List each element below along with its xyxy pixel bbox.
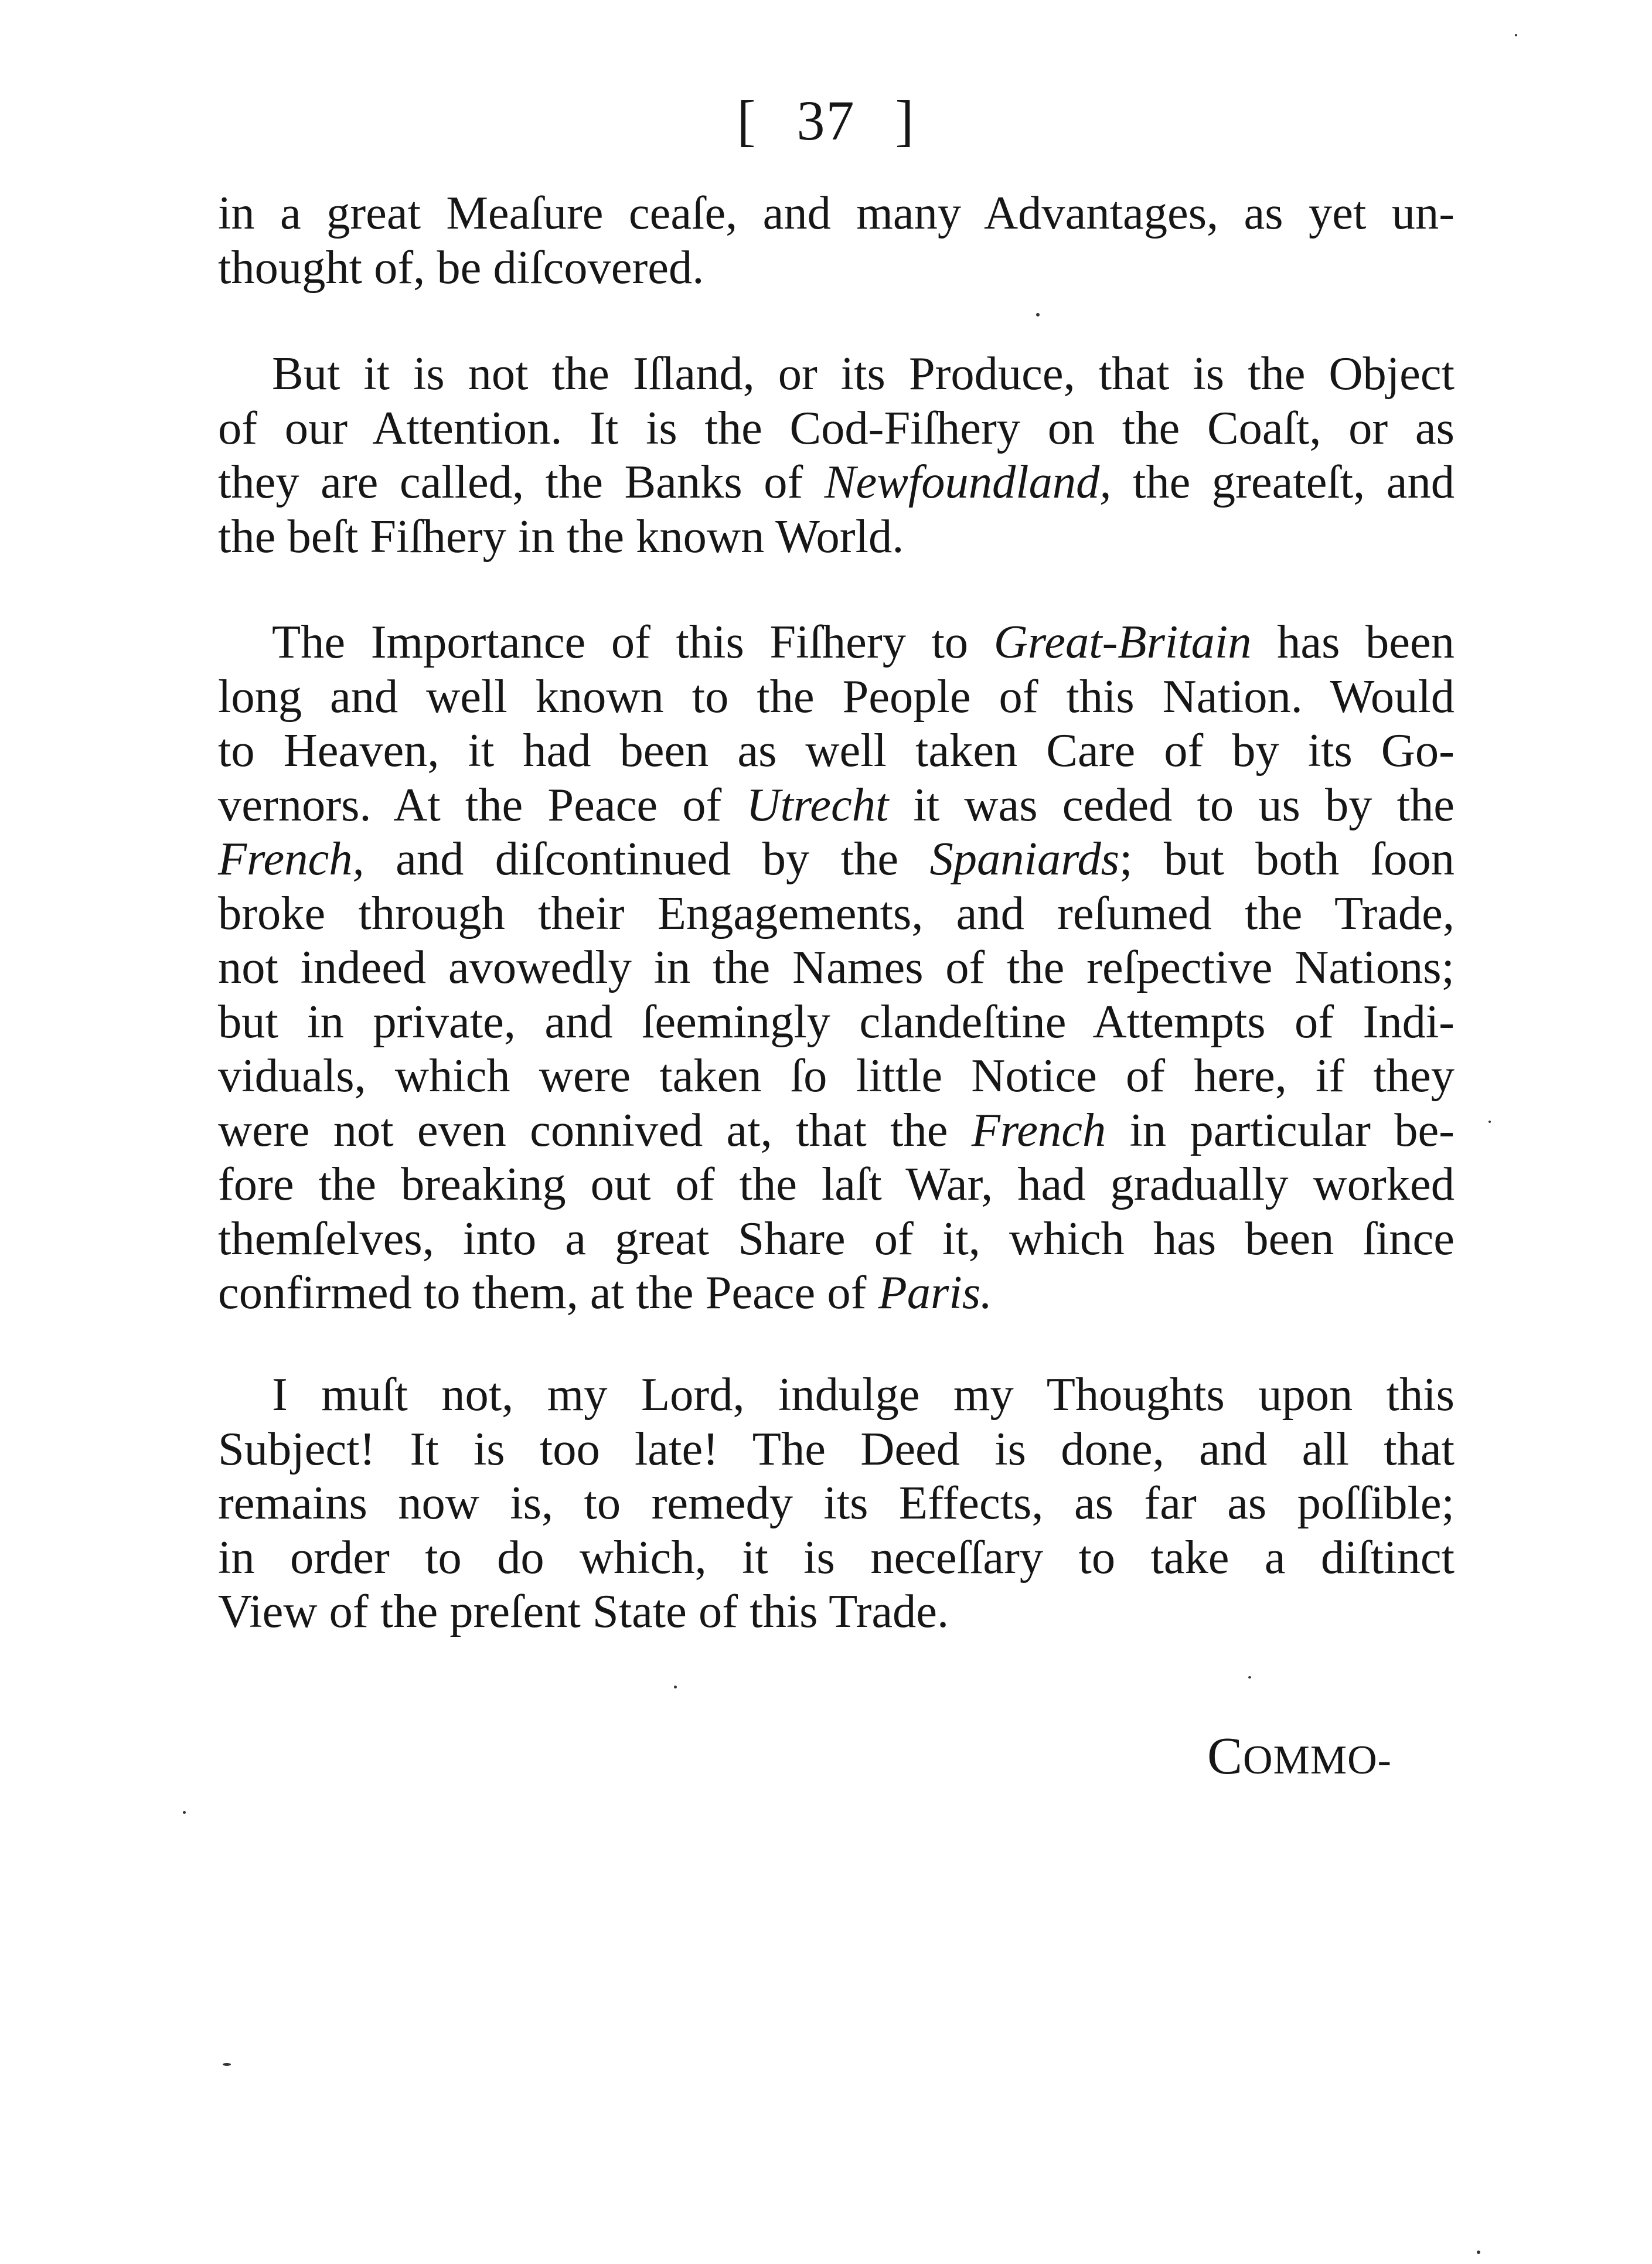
text-line: the beſt Fiſhery in the known World. (218, 510, 904, 563)
text-line: they are called, the Banks of Newfoundland, the greateſt, and (218, 456, 1455, 508)
text-line: remains now is, to remedy its Effects, as far as poſſible; (218, 1477, 1455, 1529)
text-line: in a great Meaſure ceaſe, and many Advantages, as yet un- (218, 187, 1455, 239)
text-line: long and well known to the People of this Nation. Would (218, 670, 1455, 723)
text-line: fore the breaking out of the laſt War, had gradually worked (218, 1158, 1455, 1210)
text-line: not indeed avowedly in the Names of the reſpective Nations; (218, 941, 1455, 993)
catchword-initial: C (1207, 1727, 1244, 1785)
text-line: View of the preſent State of this Trade. (218, 1585, 949, 1637)
text-line: confirmed to them, at the Peace of Paris. (218, 1267, 993, 1319)
text-line: but in private, and ſeemingly clandeſtine Attempts of Indi- (218, 995, 1455, 1048)
italic-text: Spaniards (929, 833, 1120, 885)
print-speck (1248, 1676, 1251, 1679)
paragraph-lord (218, 1368, 1455, 1639)
text-line: of our Attention. It is the Cod-Fiſhery on the Coaſt, or as (218, 401, 1455, 454)
text-line: were not even connived at, that the French in particular be- (218, 1104, 1455, 1156)
print-speck (223, 2063, 231, 2066)
italic-text: Utrecht (746, 778, 889, 831)
italic-text: French, (218, 833, 365, 885)
text-line: broke through their Engagements, and reſumed the Trade, (218, 887, 1455, 939)
italic-text: Paris. (878, 1267, 993, 1319)
paragraph-importance (218, 615, 1455, 1320)
text-line: The Importance of this Fiſhery to Great-Britain has been (272, 616, 1455, 668)
bracket-close: ] (895, 89, 915, 152)
print-speck (674, 1686, 677, 1688)
print-speck (1515, 34, 1517, 36)
text-line: to Heaven, it had been as well taken Care of by its Go- (218, 724, 1455, 777)
text-line: vernors. At the Peace of Utrecht it was ceded to us by the (218, 778, 1455, 831)
text-line: viduals, which were taken ſo little Notice of here, if they (218, 1050, 1455, 1102)
text-line: Subject! It is too late! The Deed is done, and all that (218, 1422, 1455, 1475)
catchword (1207, 1727, 1392, 1785)
italic-text: Great-Britain (993, 616, 1252, 668)
print-speck (1036, 313, 1040, 316)
print-speck (183, 1811, 186, 1814)
paragraph-island (218, 347, 1455, 564)
text-line: French, and diſcontinued by the Spaniards; but both ſoon (218, 833, 1455, 885)
italic-text: French (971, 1104, 1106, 1156)
text-line: in order to do which, it is neceſſary to take a diſtinct (218, 1531, 1455, 1584)
print-speck (1488, 1121, 1491, 1123)
paragraph-continuation (218, 186, 1455, 295)
italic-text: Newfoundland, (824, 456, 1112, 508)
text-line: But it is not the Iſland, or its Produce, that is the Object (272, 348, 1455, 400)
page-header (0, 89, 1652, 152)
text-line: themſelves, into a great Share of it, which has been ſince (218, 1212, 1455, 1265)
catchword-rest: OMMO- (1243, 1738, 1392, 1783)
text-line: thought of, be diſcovered. (218, 241, 704, 294)
text-line: I muſt not, my Lord, indulge my Thoughts upon this (272, 1368, 1455, 1421)
bracket-open: [ (737, 89, 757, 152)
print-speck (1477, 2251, 1480, 2254)
page-number: 37 (796, 89, 856, 152)
